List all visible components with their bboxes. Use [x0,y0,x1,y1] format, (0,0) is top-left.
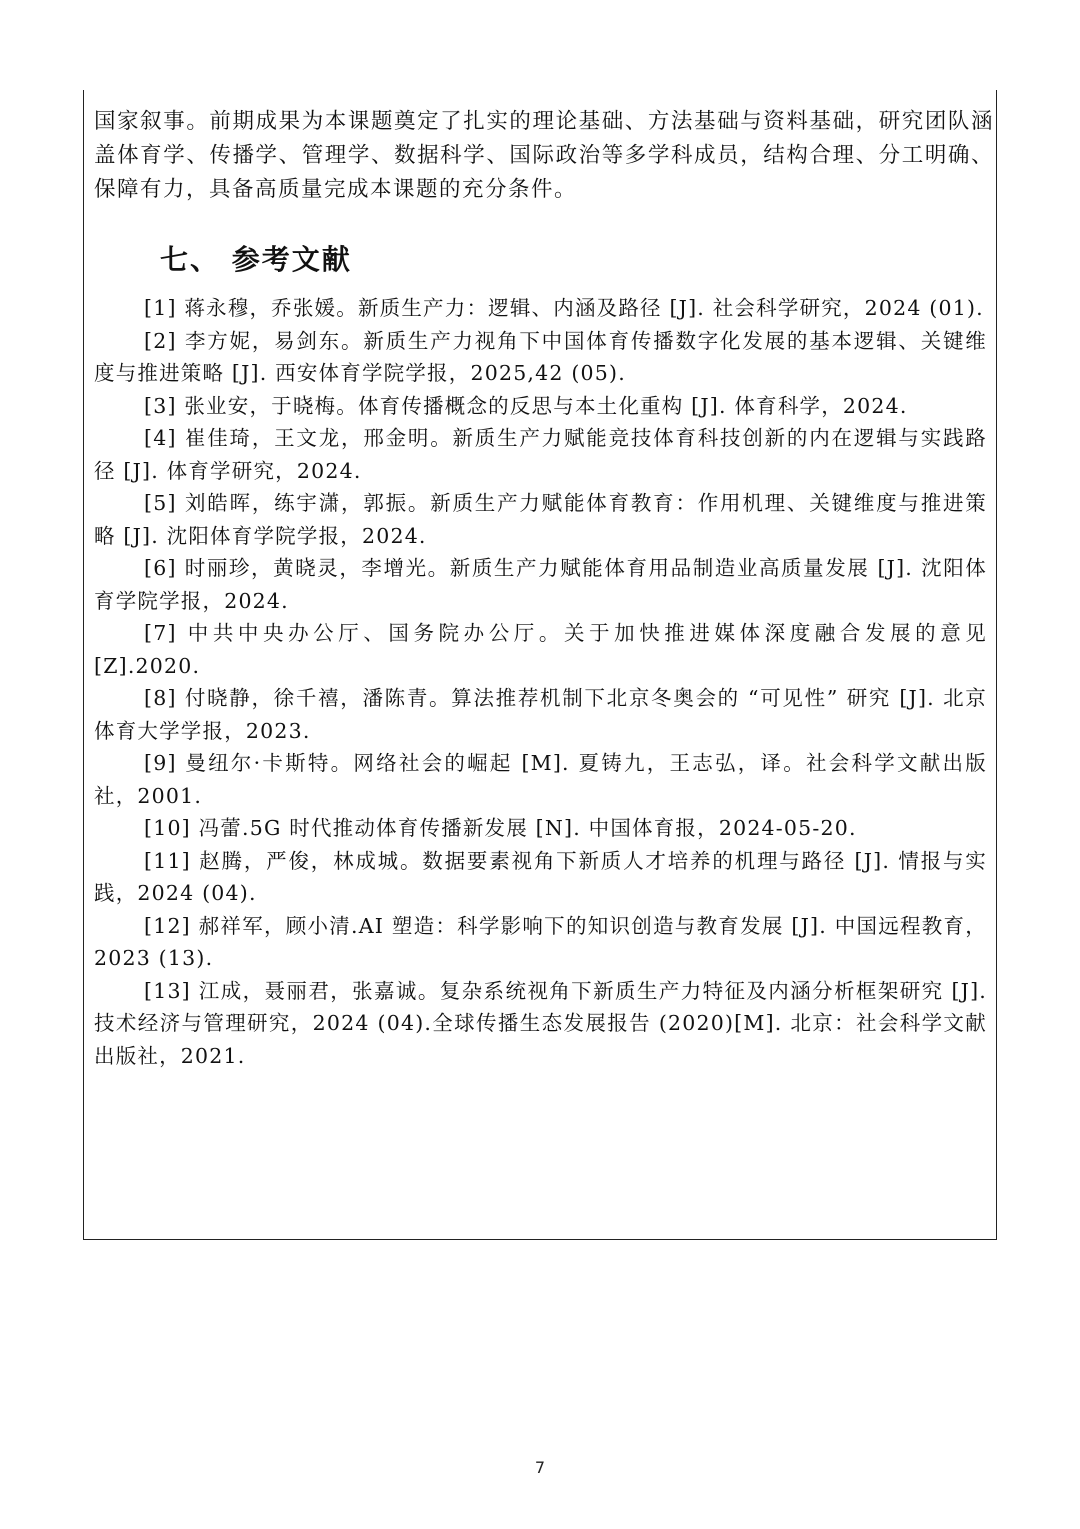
reference-item-3: [3] 张业安，于晓梅。体育传播概念的反思与本土化重构 [J]. 体育科学，2024. [144,393,908,418]
reference-item-2: [2] 李方妮，易剑东。新质生产力视角下中国体育传播数字化发展的基本逻辑、关键维度与推进策略 [J]. 西安体育学院学报，2025,42 (05). [94,328,987,385]
reference-item-5: [5] 刘皓晖，练宇潇，郭振。新质生产力赋能体育教育：作用机理、关键维度与推进策略 [J]. 沈阳体育学院学报，2024. [94,491,987,548]
reference-item-1: [1] 蒋永穆，乔张媛。新质生产力：逻辑、内涵及路径 [J]. 社会科学研究，2024 (01). [144,296,984,320]
reference-item-4: [4] 崔佳琦，王文龙，邢金明。新质生产力赋能竞技体育科技创新的内在逻辑与实践路径 [J]. 体育学研究，2024. [94,426,987,483]
reference-item-6: [6] 时丽珍，黄晓灵，李增光。新质生产力赋能体育用品制造业高质量发展 [J]. 沈阳体育学院学报，2024. [94,556,987,613]
reference-item-11: [11] 赵腾，严俊，林成城。数据要素视角下新质人才培养的机理与路径 [J]. 情报与实践，2024 (04). [94,848,987,905]
reference-item-10: [10] 冯蕾.5G 时代推动体育传播新发展 [N]. 中国体育报，2024-05-20. [144,816,857,840]
reference-item-7: [7] 中共中央办公厅、国务院办公厅。关于加快推进媒体深度融合发展的意见 [Z].2020. [94,621,987,678]
reference-item-8: [8] 付晓静，徐千禧，潘陈青。算法推荐机制下北京冬奥会的 “可见性” 研究 [J]. 北京体育大学学报，2023. [94,686,987,743]
intro-paragraph: 国家叙事。前期成果为本课题奠定了扎实的理论基础、方法基础与资料基础，研究团队涵盖体育学、传播学、管理学、数据科学、国际政治等多学科成员，结构合理、分工明确、保障有力，具备高质量完成本课题的充分条件。 [94,109,994,202]
section-heading: 七、 参考文献 [160,243,352,276]
reference-item-13: [13] 江成，聂丽君，张嘉诚。复杂系统视角下新质生产力特征及内涵分析框架研究 [J]. 技术经济与管理研究，2024 (04).全球传播生态发展报告 (2020)[M]. 北京：社会科学文献出版社，2021. [94,978,987,1068]
reference-item-9: [9] 曼纽尔·卡斯特。网络社会的崛起 [M]. 夏铸九，王志弘，译。社会科学文献出版社，2001. [94,751,987,808]
reference-item-12: [12] 郝祥军，顾小清.AI 塑造：科学影响下的知识创造与教育发展 [J]. 中国远程教育，2023 (13). [94,913,987,970]
page-number: 7 [534,1458,546,1477]
reference-list [94,292,987,1072]
